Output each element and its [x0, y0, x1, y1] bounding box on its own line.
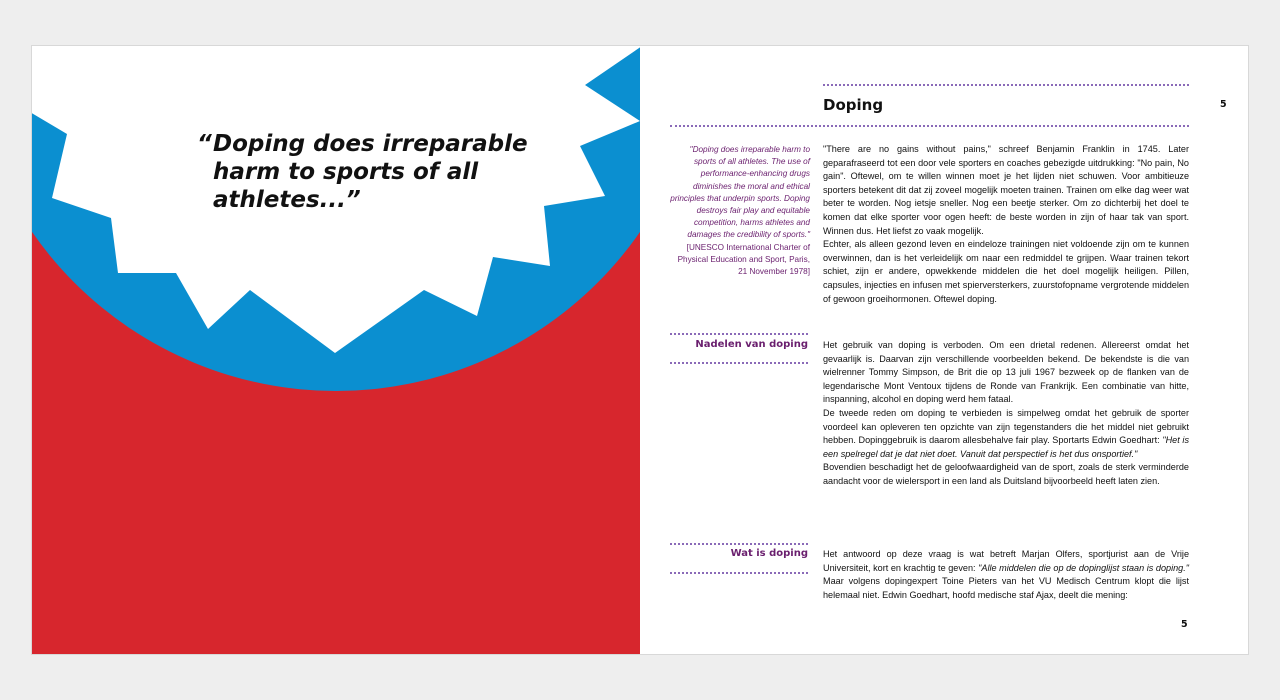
paragraph: [823, 407, 1189, 461]
page-title: Doping: [823, 96, 884, 114]
side-quote-text: "Doping does irreparable harm to sports of all athletes. The use of performance-enhancing drugs diminishes the moral and ethical principles that underpin sports. Doping destroys fair play and equitable competition, harms athletes and damages the credibility of sports.": [670, 145, 810, 240]
quote-goedhart: "Het is een spelregel dat je dat niet doet. Vanuit dat perspectief is het dus onsportief.": [823, 435, 1189, 459]
right-page: [640, 46, 1248, 654]
text-run: De tweede reden om doping te verbieden is simpelweg omdat het gebruik de sporter voordeel kan opleveren ten opzichte van zijn tegenstanders die het middel niet gebruikt hebben. Dopinggebruik is daarom allesbehalve fair play. Sportarts Edwin Goedhart:: [823, 407, 1189, 446]
side-quote-source: [UNESCO International Charter of Physical Education and Sport, Paris, 21 November 1978]: [677, 242, 810, 277]
paragraph: Het gebruik van doping is verboden. Om een drietal redenen. Allereerst omdat het gevaarlijk is. Daarvan zijn verschillende voorbeelden bekend. De bekendste is die van wielrenner Tommy Simpson, de Brit die op 13 juli 1967 bezweek op de flanken van de legendarische Mont Ventoux tijdens de Ronde van Frankrijk. Een combinatie van hitte, inspanning, alcohol en doping werd hem fataal.: [823, 340, 1189, 405]
quote-olfers: "Alle middelen die op de dopinglijst staan is doping.": [978, 562, 1189, 573]
paragraph: Bovendien beschadigt het de geloofwaardigheid van de sport, zoals de sterk verminderde aandacht voor de wielersport in een land als Duitsland bijvoorbeeld heeft laten zien.: [823, 462, 1189, 486]
quote-mark: “: [197, 131, 212, 157]
section-rule-bottom: [670, 572, 808, 574]
section-heading-wat-is-doping: Wat is doping: [730, 548, 808, 559]
nadelen-text: [823, 339, 1189, 489]
book-spread: [32, 46, 1248, 654]
side-quote: [670, 144, 810, 278]
page-number-top: 5: [1220, 99, 1227, 110]
section-rule-top: [670, 333, 808, 335]
title-rule-top: [823, 84, 1189, 86]
pull-quote-text: Doping does irreparable harm to sports of all athletes...”: [213, 131, 528, 213]
section-rule-top: [670, 543, 808, 545]
section-heading-nadelen: Nadelen van doping: [695, 339, 808, 350]
wat-is-doping-text: [823, 548, 1189, 602]
text-run: Maar volgens dopingexpert Toine Pieters van het VU Medisch Centrum klopt die lijst helemaal niet. Edwin Goedhart, hoofd medische staf Ajax, deelt die mening:: [823, 576, 1189, 600]
left-page: [32, 46, 640, 654]
paragraph: "There are no gains without pains," schreef Benjamin Franklin in 1745. Later geparafraseerd tot een door vele sporters en coaches gebezigde uitdrukking: "No pain, No gain". Oftewel, om te willen winnen moet je het lijden niet schuwen. Voor ambitieuze sporters betekent dit dat zij zoveel mogelijk moeten trainen. Trainen om elke dag weer wat beter te worden. Nog ietsje sneller. Nog een beetje sterker. Om zo dichterbij het doel te komen dat elke sporter voor ogen heeft: de beste worden in zijn of haar tak van sport. Winnen dus. Het liefst zo vaak mogelijk.: [823, 144, 1189, 236]
text-run: Het antwoord op deze vraag is wat betreft Marjan Olfers, sportjurist aan de Vrije Universiteit, kort en krachtig te geven:: [823, 549, 1189, 573]
paragraph: Echter, als alleen gezond leven en eindeloze trainingen niet voldoende zijn om te kunnen overwinnen, dan is het verleidelijk om naar een redmiddel te grijpen. Waar trainen tekort schiet, zijn er andere, opwekkende middelen die het doel mogelijk heiligen. Pillen, capsules, injecties en infusen met spierversterkers, zuurstofopname vergrotende middelen of gewoon groeihormonen. Oftewel doping.: [823, 239, 1189, 304]
paragraph: [823, 548, 1189, 602]
title-rule-bottom: [670, 125, 1189, 127]
page-number-bottom: 5: [1181, 619, 1188, 630]
section-rule-bottom: [670, 362, 808, 364]
pull-quote: [197, 130, 557, 214]
intro-text: [823, 143, 1189, 306]
